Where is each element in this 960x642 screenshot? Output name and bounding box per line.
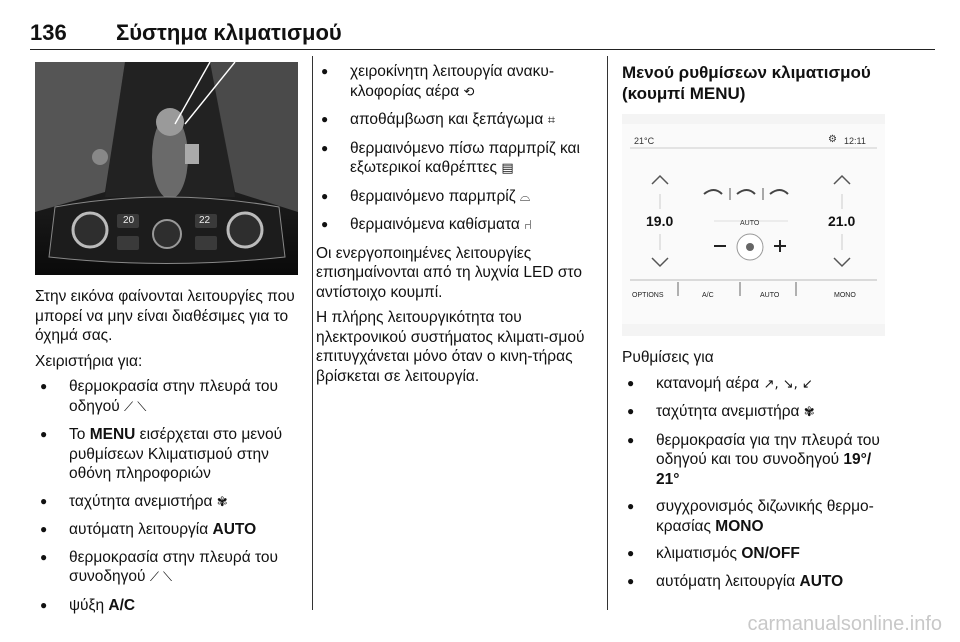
photo-left-temp: 20 (123, 215, 135, 226)
column-middle (316, 62, 596, 392)
fan-icon: ✾ (803, 405, 815, 420)
list-item: ● συγχρονισμός διζωνικής θερμο-κρασίας MONO (622, 497, 892, 536)
list-item: ● ταχύτητα ανεμιστήρα ✾ (622, 402, 892, 423)
passenger-temp: 21.0 (828, 213, 856, 229)
chapter-title: Σύστημα κλιματισμού (116, 20, 342, 45)
heated-seat-icon: ⑁ (524, 218, 532, 233)
temp-arrows-icon: ⟋ ⟍ (149, 570, 173, 585)
controls-list (35, 377, 300, 615)
list-item: ● αυτόματη λειτουργία AUTO (35, 520, 300, 540)
air-distribution-icon: ↗, ↘, ↙ (763, 376, 813, 392)
temp-arrows-icon: ⟋ ⟍ (124, 399, 147, 415)
list-item: ● θερμοκρασία για την πλευρά του οδηγού και του συνοδηγού 19°/ 21° (622, 431, 892, 490)
tab-mono[interactable]: MONO (834, 292, 856, 299)
page-number: 136 (30, 20, 67, 45)
page-header (30, 10, 935, 50)
list-item: ● αποθάμβωση και ξεπάγωμα ⌗ (316, 110, 596, 131)
list-item: ● κλιματισμός ON/OFF (622, 544, 892, 564)
list-item: ● ταχύτητα ανεμιστήρα ✾ (35, 492, 300, 513)
section-heading: Μενού ρυθμίσεων κλιματισμού (κουμπί MENU) (622, 63, 871, 103)
fan-icon: ✾ (216, 494, 228, 510)
column-left (35, 62, 300, 623)
list-item: ● κατανομή αέρα ↗, ↘, ↙ (622, 374, 892, 395)
heated-windscreen-icon: ⌓ (519, 189, 531, 205)
column-divider (312, 56, 313, 610)
led-paragraph: Οι ενεργοποιημένες λειτουργίες επισημαίνονται από τη λυχνία LED στο αντίστοιχο κουμπί. (316, 244, 582, 301)
controls-intro: Χειριστήρια για: (35, 352, 143, 370)
column-right (622, 62, 892, 599)
driver-temp: 19.0 (646, 213, 674, 229)
list-item: ● αυτόματη λειτουργία AUTO (622, 572, 892, 592)
column-divider (607, 56, 608, 610)
list-item: ● χειροκίνητη λειτουργία ανακυ-κλοφορίας αέρα ⟲ (316, 62, 596, 102)
defrost-icon: ⌗ (547, 113, 556, 128)
outside-temp: 21°C (634, 136, 655, 146)
settings-gear-icon: ⚙ (828, 134, 837, 145)
list-item: ● θερμοκρασία στην πλευρά του οδηγού ⟋ ⟍ (35, 377, 300, 417)
tab-options[interactable]: OPTIONS (632, 292, 664, 299)
watermark: carmanualsonline.info (747, 613, 942, 635)
list-item: ● θερμοκρασία στην πλευρά του συνοδηγού ⟋ ⟍ (35, 548, 300, 588)
tab-ac[interactable]: A/C (702, 292, 714, 299)
list-item: ● θερμαινόμενο παρμπρίζ ⌓ (316, 187, 596, 208)
list-item: ● ψύξη A/C (35, 596, 300, 616)
list-item: ● θερμαινόμενο πίσω παρμπρίζ και εξωτερικοί καθρέπτες ▤ (316, 139, 596, 179)
list-item: ● Το MENU εισέρχεται στο μενού ρυθμίσεων Κλιματισμού στην οθόνη πληροφοριών (35, 425, 300, 484)
photo-right-temp: 22 (199, 215, 211, 226)
rear-defrost-icon: ▤ (501, 161, 514, 176)
functions-list (316, 62, 596, 236)
tab-auto[interactable]: AUTO (760, 292, 780, 299)
climate-menu-screen (622, 114, 885, 336)
auto-label: AUTO (740, 220, 760, 227)
settings-list (622, 374, 892, 592)
engine-paragraph: Η πλήρης λειτουργικότητα του ηλεκτρονικού συστήματος κλιματι-σμού επιτυγχάνεται μόνο όταν ο κινη-τήρας βρίσκεται σε λειτουργία. (316, 309, 585, 385)
clock: 12:11 (844, 136, 866, 146)
settings-intro: Ρυθμίσεις για (622, 349, 714, 366)
image-caption: Στην εικόνα φαίνονται λειτουργίες που μπορεί να μην είναι διαθέσιμες για το όχημά σας. (35, 288, 295, 344)
list-item: ● θερμαινόμενα καθίσματα ⑁ (316, 215, 596, 236)
recirculation-icon: ⟲ (463, 84, 475, 100)
climate-panel-photo (35, 62, 298, 275)
